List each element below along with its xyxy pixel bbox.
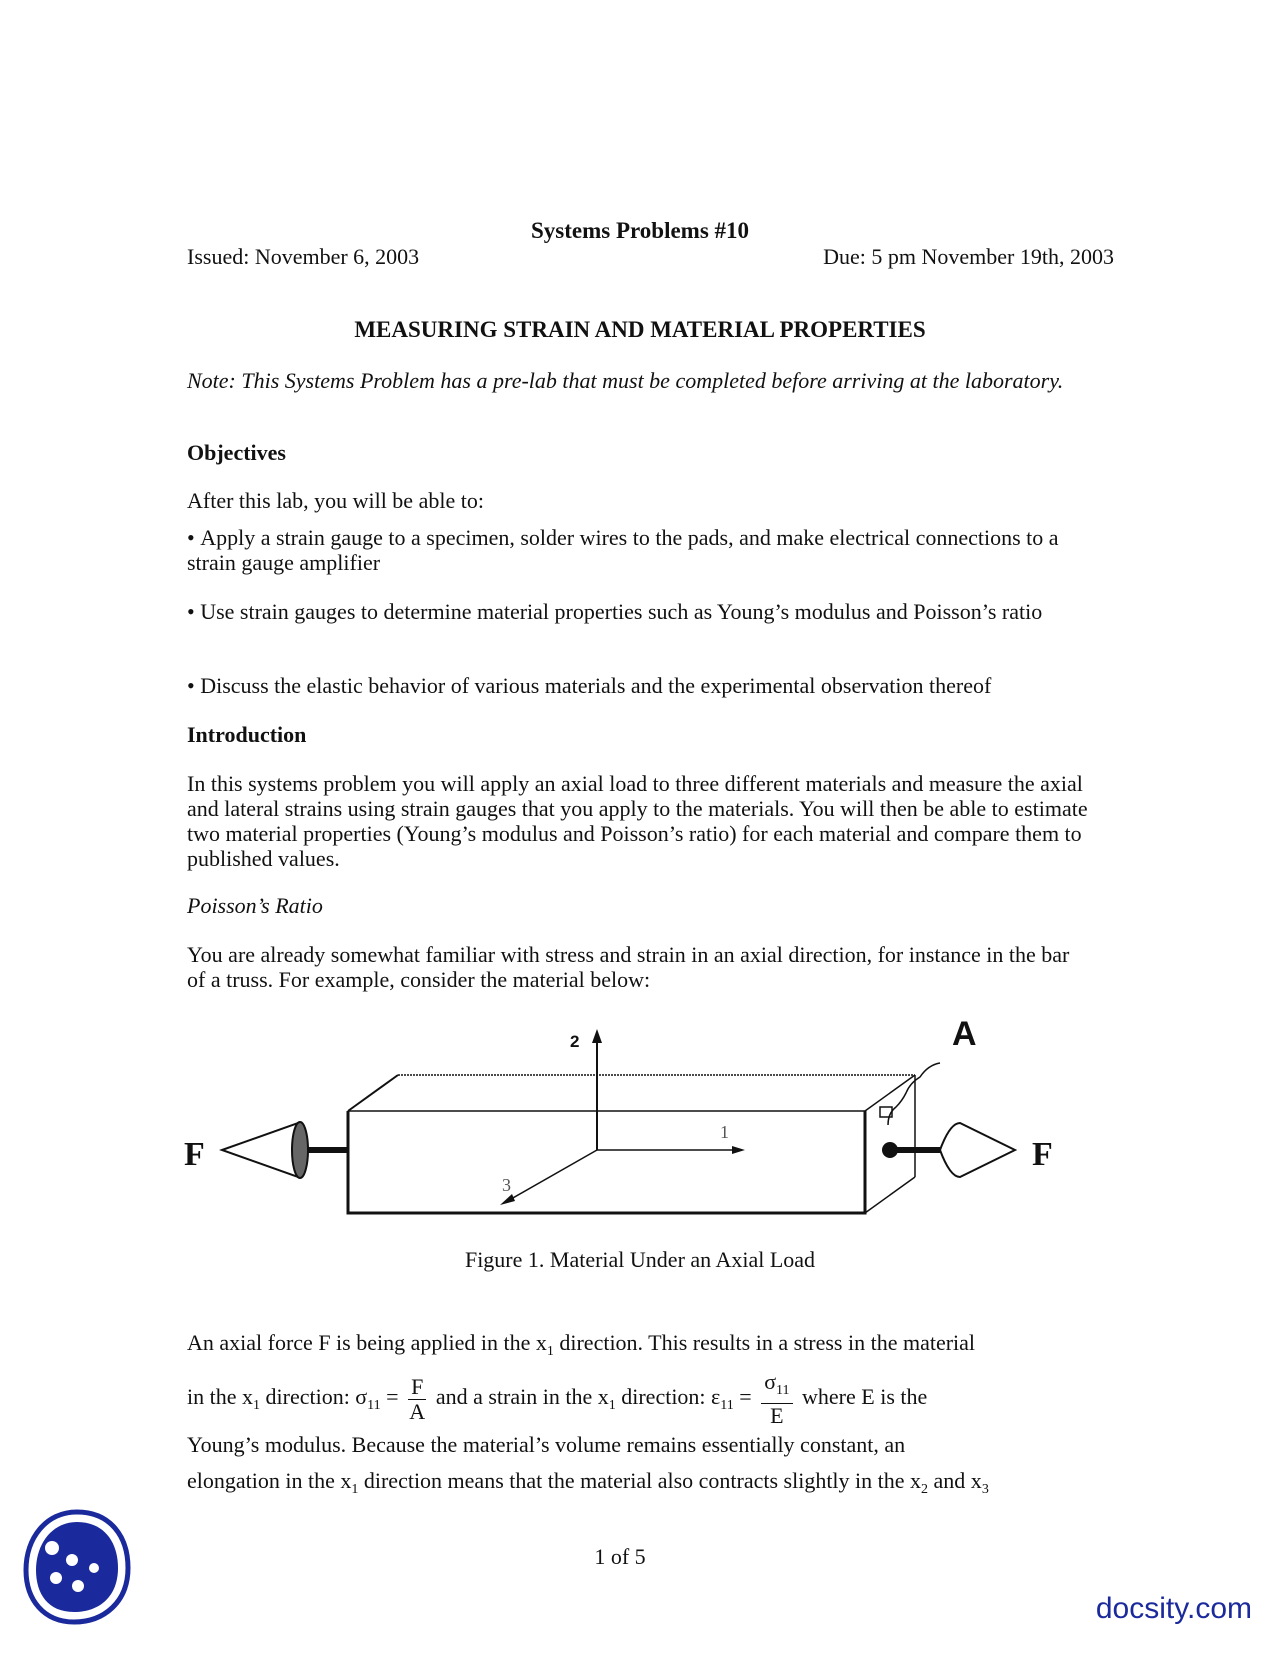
- page-heading: MEASURING STRAIN AND MATERIAL PROPERTIES: [354, 317, 926, 342]
- body-line-4: elongation in the $x_1$ direction means that the material also contracts slightly in the $x_2$ and $x_3$: [187, 1468, 989, 1497]
- body-line-3: Young’s modulus. Because the material’s volume remains essentially constant, an: [187, 1432, 906, 1457]
- gauge-wire: [888, 1063, 940, 1125]
- axis-3-arrow-icon: [500, 1194, 515, 1205]
- objective-item: • Use strain gauges to determine material properties such as Young’s modulus and Poisson’s ratio: [187, 599, 1043, 624]
- poisson-heading: Poisson’s Ratio: [187, 893, 323, 918]
- bullet-icon: •: [187, 673, 201, 698]
- due-date: Due: 5 pm November 19th, 2003: [823, 244, 1114, 269]
- axis-2-arrow-icon: [592, 1029, 602, 1043]
- axis-3-line: [504, 1150, 597, 1203]
- objective-item: • Discuss the elastic behavior of various materials and the experimental observation thereof: [187, 673, 992, 698]
- force-label-right: F: [1032, 1136, 1053, 1173]
- axis-1-label: 1: [720, 1122, 729, 1142]
- page-number: 1 of 5: [594, 1544, 646, 1569]
- introduction-heading: Introduction: [187, 722, 307, 747]
- body-line-2: in the $x_1$ direction: $\sigma_{11}$ = $\frac{F}{A}$ and a strain in the $x_1$ direction: $\varepsilon_{11}$ = $\frac{\sigma_{11}}{E}$ where E is the: [187, 1369, 928, 1428]
- right-cone-icon: [940, 1123, 1015, 1177]
- axis-1-arrow-icon: [732, 1146, 745, 1154]
- left-cone-icon: [222, 1123, 298, 1177]
- issued-date: Issued: November 6, 2003: [187, 244, 420, 269]
- introduction-text: In this systems problem you will apply an axial load to three different materials and measure the axial and lateral strains using strain gauges that you apply to the materials. You will then be able to estimate two material properties (Young’s modulus and Poisson’s ratio) for each material and compare them to published values.: [187, 771, 1088, 871]
- gauge-label-a: A: [952, 1015, 977, 1053]
- objective-item: • Apply a strain gauge to a specimen, solder wires to the pads, and make electrical connections to a strain gauge amplifier: [187, 525, 1059, 575]
- figure-caption: Figure 1. Material Under an Axial Load: [464, 1247, 816, 1272]
- strain-fraction: $\frac{\sigma_{11}}{E}$: [761, 1370, 792, 1428]
- axis-3-label: 3: [502, 1175, 511, 1195]
- document-title: Systems Problems #10: [530, 218, 750, 243]
- poisson-text: You are already somewhat familiar with stress and strain in an axial direction, for instance in the bar of a truss. For example, consider the material below:: [187, 942, 1070, 992]
- left-disk-icon: [292, 1122, 308, 1178]
- bullet-icon: •: [187, 599, 201, 624]
- stress-fraction: $\frac{F}{A}$: [409, 1373, 426, 1424]
- box-front: [348, 1111, 865, 1213]
- docsity-brand-link[interactable]: docsity.com: [1095, 1592, 1252, 1625]
- bullet-icon: •: [187, 525, 201, 550]
- body-line-1: An axial force F is being applied in the $x_1$ direction. This results in a stress in the material: [187, 1330, 976, 1359]
- prelab-note: Note: This Systems Problem has a pre-lab that must be completed before arriving at the laboratory.: [187, 368, 1064, 393]
- docsity-logo-icon[interactable]: [22, 1508, 132, 1626]
- force-label-left: F: [184, 1136, 205, 1173]
- objectives-heading: Objectives: [187, 440, 286, 465]
- objectives-intro: After this lab, you will be able to:: [187, 488, 484, 513]
- axial-load-figure: [180, 1005, 1080, 1220]
- axis-2-label: 2: [570, 1032, 580, 1051]
